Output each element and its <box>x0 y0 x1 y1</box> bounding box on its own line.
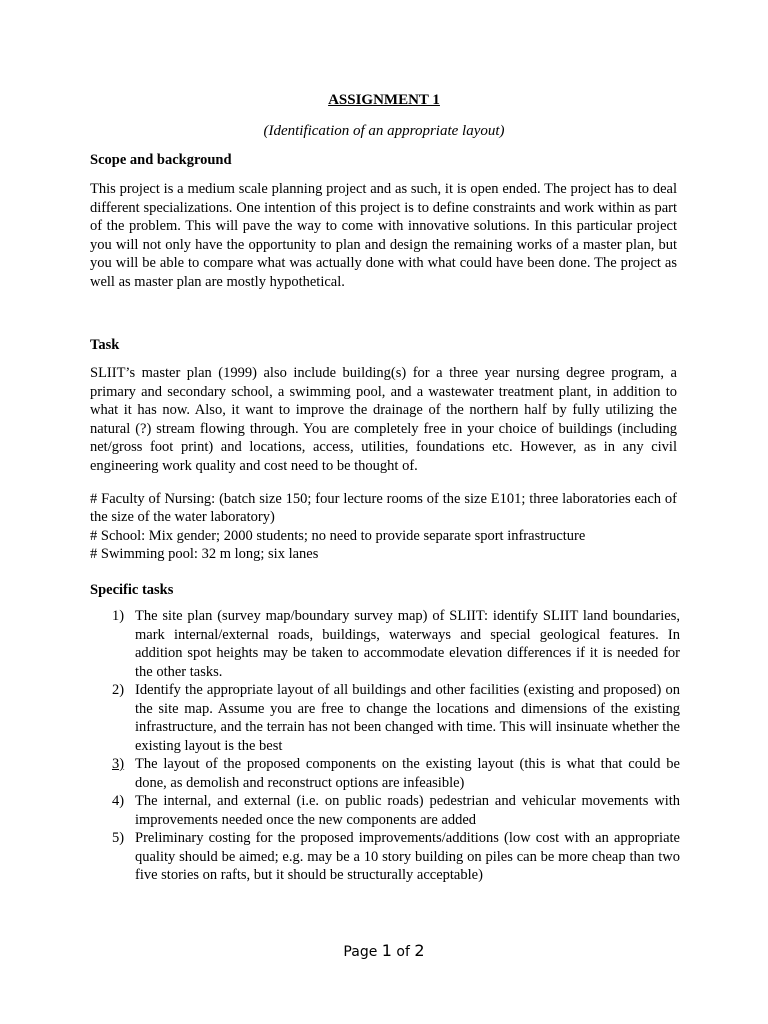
list-item <box>90 607 680 681</box>
list-item-number: 5) <box>112 830 125 846</box>
page-current-number: 1 <box>381 941 392 960</box>
list-item-number: 4) <box>112 793 125 809</box>
list-item-text: Preliminary costing for the proposed improvements/additions (low cost with an appropriate quality should be aimed; e.g. may be a 10 story building on piles can be more cheap than two five stories on rafts, but it should be structurally acceptable) <box>135 830 680 883</box>
list-item-text: The internal, and external (i.e. on public roads) pedestrian and vehicular movements with improvements needed once the new components are added <box>135 793 680 828</box>
list-item-text: The layout of the proposed components on the existing layout (this is what that could be done, as demolish and reconstruct options are infeasible) <box>135 756 680 791</box>
scope-paragraph: This project is a medium scale planning project and as such, it is open ended. The project has to deal different specializations. One intention of this project is to define constraints and work within as part of the problem. This will pave the way to come with innovative solutions. In this particular project you will not only have the opportunity to plan and design the remaining works of a master plan, but you will be able to compare what was actually done with what could have been done. The project as well as master plan are mostly hypothetical. <box>90 181 677 290</box>
requirement-school: # School: Mix gender; 2000 students; no need to provide separate sport infrastructure <box>90 528 586 544</box>
list-item-text: The site plan (survey map/boundary survey map) of SLIIT: identify SLIIT land boundaries, mark internal/external roads, buildings, waterways and special geological features. In addition spot heights may be taken to accommodate elevation differences if it is needed for the other tasks. <box>135 608 680 680</box>
task-paragraph: SLIIT’s master plan (1999) also include building(s) for a three year nursing degree program, a primary and secondary school, a swimming pool, and a wastewater treatment plant, in addition to what it has now. Also, it want to improve the drainage of the northern half by fully utilizing the natural (?) stream flowing through. You are completely free in your choice of buildings (including net/gross foot print) and locations, access, utilities, foundations etc. However, as in any civil engineering work quality and cost need to be thought of. <box>90 365 677 474</box>
page-total-number: 2 <box>414 941 425 960</box>
list-item <box>90 681 680 755</box>
page-word: Page <box>343 944 378 960</box>
list-item-number: 3) <box>112 756 125 772</box>
list-item <box>90 755 680 792</box>
list-item-number: 2) <box>112 682 125 698</box>
requirement-swimming-pool: # Swimming pool: 32 m long; six lanes <box>90 546 319 562</box>
task-heading: Task <box>90 337 120 353</box>
list-item <box>90 792 680 829</box>
specific-tasks-heading: Specific tasks <box>90 582 174 598</box>
assignment-subtitle: (Identification of an appropriate layout) <box>263 123 505 139</box>
assignment-title: ASSIGNMENT 1 <box>328 92 440 108</box>
list-item <box>90 829 680 885</box>
requirement-nursing: # Faculty of Nursing: (batch size 150; four lecture rooms of the size E101; three laboratories each of the size of the water laboratory) <box>90 491 677 525</box>
of-word: of <box>396 944 410 960</box>
scope-heading: Scope and background <box>90 152 232 168</box>
page-footer <box>0 941 768 960</box>
specific-tasks-list <box>90 607 680 885</box>
list-item-number: 1) <box>112 608 125 624</box>
list-item-text: Identify the appropriate layout of all buildings and other facilities (existing and proposed) on the site map. Assume you are free to change the locations and dimensions of the existing infrastructure, and the terrain has not been changed with time. This will insinuate whether the existing layout is the best <box>135 682 680 754</box>
